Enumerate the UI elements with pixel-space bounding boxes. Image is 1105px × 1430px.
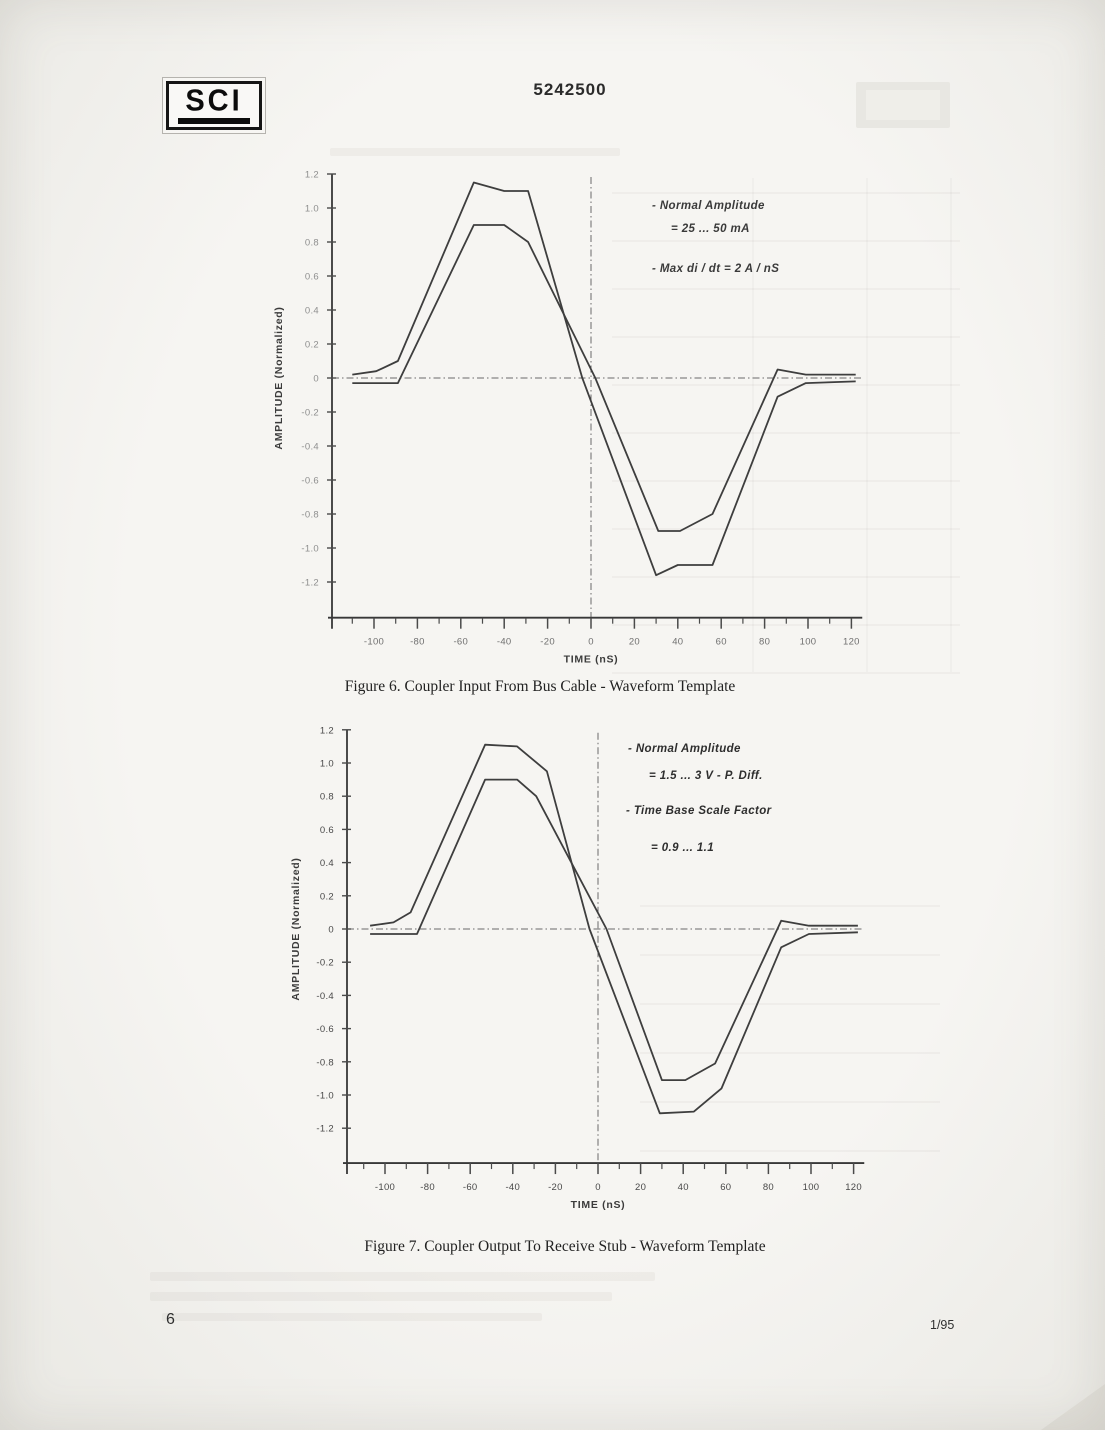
x-tick-label: -40	[505, 1182, 521, 1194]
bleed-through-mark	[162, 1313, 542, 1321]
chart-annotation: - Max di / dt = 2 A / nS	[652, 263, 780, 275]
y-tick-label: 0.8	[304, 237, 319, 249]
y-tick-label: 1.0	[319, 758, 334, 770]
x-tick-label: 0	[595, 1182, 601, 1194]
x-tick-label: -60	[453, 636, 469, 648]
x-axis-title: TIME (nS)	[570, 1199, 626, 1212]
y-tick-label: 0.6	[319, 824, 334, 836]
chart-annotation: - Time Base Scale Factor	[626, 805, 772, 817]
y-tick-label: -1.0	[316, 1090, 334, 1102]
x-tick-label: 20	[635, 1182, 647, 1194]
y-tick-label: 0	[328, 924, 334, 936]
page-number: 6	[166, 1311, 175, 1328]
y-tick-label: -0.6	[301, 475, 319, 487]
x-tick-label: 20	[628, 636, 640, 648]
y-tick-label: 0.4	[319, 858, 334, 870]
revision-date: 1/95	[930, 1318, 955, 1332]
y-axis-title: AMPLITUDE (Normalized)	[290, 857, 302, 1001]
lower-template-bound	[370, 780, 858, 1081]
x-tick-label: 80	[762, 1182, 774, 1194]
bleed-through-mark	[612, 672, 960, 674]
y-tick-label: -0.2	[301, 407, 319, 419]
y-tick-label: -0.6	[316, 1024, 334, 1036]
figure6-waveform-template-chart	[255, 160, 905, 672]
page-corner-fold	[1041, 1384, 1105, 1430]
x-tick-label: 80	[759, 636, 771, 648]
figure7-waveform-template-chart	[270, 715, 920, 1230]
chart-annotation: - Normal Amplitude	[652, 200, 765, 212]
bleed-through-mark	[150, 1292, 612, 1301]
y-tick-label: -0.8	[301, 509, 319, 521]
x-tick-label: 60	[715, 636, 727, 648]
figure6-caption: Figure 6. Coupler Input From Bus Cable - Waveform Template	[344, 678, 736, 695]
y-tick-label: 0.8	[319, 791, 334, 803]
chart-annotation: = 25 ... 50 mA	[671, 223, 750, 235]
y-tick-label: 0.6	[304, 271, 319, 283]
x-tick-label: -80	[410, 636, 425, 648]
y-tick-label: 1.0	[304, 203, 319, 215]
y-tick-label: -0.8	[316, 1057, 334, 1069]
x-tick-label: 0	[588, 636, 594, 648]
chart-annotation: - Normal Amplitude	[628, 743, 741, 755]
sci-logo-underline	[178, 118, 250, 124]
y-tick-label: 0.4	[304, 305, 319, 317]
x-tick-label: 40	[672, 636, 684, 648]
y-tick-label: -1.2	[301, 577, 319, 589]
x-tick-label: -100	[374, 1182, 396, 1194]
x-tick-label: -60	[462, 1182, 478, 1194]
y-axis-title: AMPLITUDE (Normalized)	[273, 306, 285, 450]
x-tick-label: -20	[540, 636, 555, 648]
chart-annotation: = 0.9 ... 1.1	[651, 842, 715, 854]
x-tick-label: -40	[496, 636, 512, 648]
figure7-caption: Figure 7. Coupler Output To Receive Stub - Waveform Template	[364, 1238, 766, 1255]
y-tick-label: 0.2	[304, 339, 319, 351]
x-tick-label: 100	[799, 636, 817, 648]
bleed-through-mark	[330, 148, 620, 156]
x-tick-label: 60	[720, 1182, 732, 1194]
x-tick-label: -100	[363, 636, 385, 648]
y-tick-label: -0.4	[301, 441, 319, 453]
bleed-through-mark	[950, 178, 952, 672]
chart-annotation: = 1.5 ... 3 V - P. Diff.	[649, 770, 763, 782]
y-tick-label: 0.2	[319, 891, 334, 903]
y-tick-label: 0	[313, 373, 319, 385]
chart-canvas	[270, 715, 920, 1230]
x-tick-label: -80	[420, 1182, 435, 1194]
x-tick-label: -20	[548, 1182, 563, 1194]
bleed-through-mark	[150, 1272, 655, 1281]
chart-canvas	[255, 160, 905, 672]
y-tick-label: -0.4	[316, 990, 334, 1002]
sci-logo-text: SCI	[185, 84, 243, 118]
y-tick-label: -0.2	[316, 957, 334, 969]
y-tick-label: -1.2	[316, 1123, 334, 1135]
upper-template-bound	[352, 183, 855, 576]
x-tick-label: 100	[802, 1182, 820, 1194]
x-axis-title: TIME (nS)	[563, 653, 619, 666]
x-tick-label: 120	[845, 1182, 862, 1194]
x-tick-label: 120	[843, 636, 860, 648]
x-tick-label: 40	[677, 1182, 689, 1194]
y-tick-label: -1.0	[301, 543, 319, 555]
y-tick-label: 1.2	[319, 725, 334, 737]
y-tick-label: 1.2	[304, 169, 319, 181]
document-number: 5242500	[533, 80, 607, 99]
